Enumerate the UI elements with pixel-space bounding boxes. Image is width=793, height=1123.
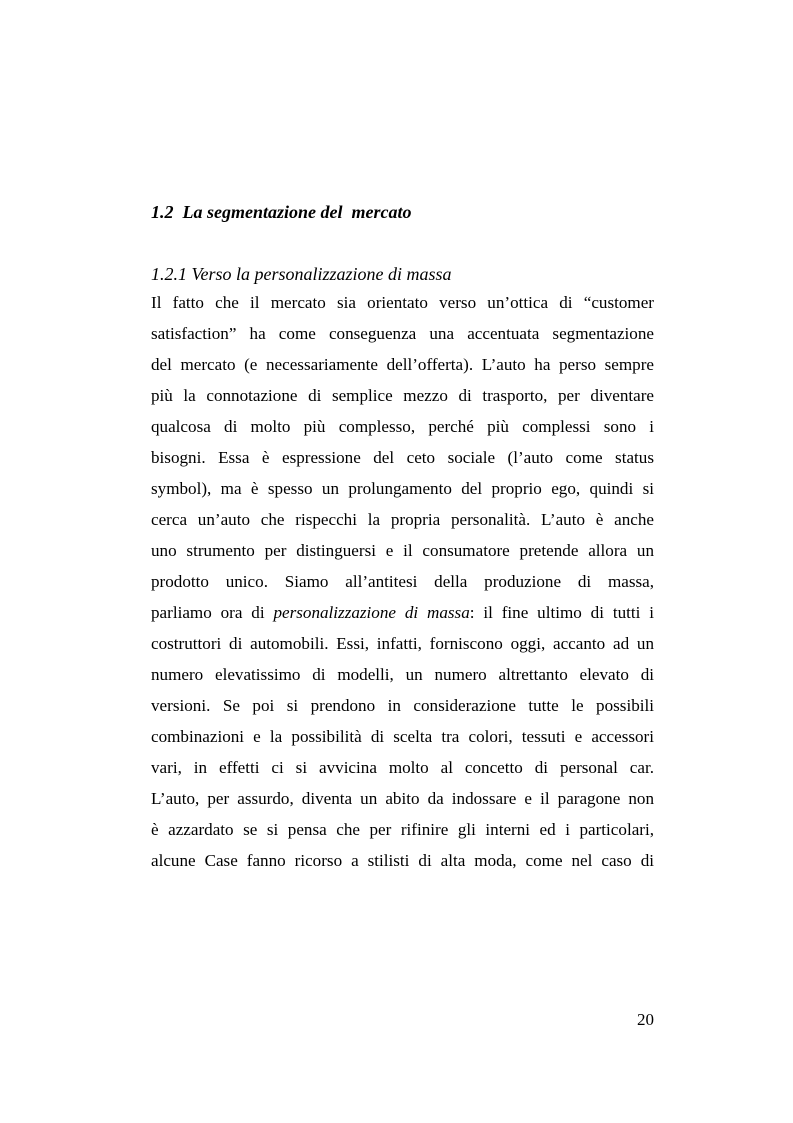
paragraph-line: costruttori di automobili. Essi, infatti, forniscono oggi, accanto ad un [151, 634, 654, 653]
paragraph-line: L’auto, per assurdo, diventa un abito da indossare e il paragone non [151, 789, 654, 808]
paragraph-line: uno strumento per distinguersi e il consumatore pretende allora un [151, 541, 654, 560]
paragraph-line: numero elevatissimo di modelli, un numero altrettanto elevato di [151, 665, 654, 684]
emphasized-term: personalizzazione di massa [273, 603, 470, 622]
paragraph-line: satisfaction” ha come conseguenza una accentuata segmentazione [151, 324, 654, 343]
paragraph-line: symbol), ma è spesso un prolungamento del proprio ego, quindi si [151, 479, 654, 498]
paragraph-line-with-emphasis [151, 601, 654, 632]
paragraph-line: è azzardato se si pensa che per rifinire gli interni ed i particolari, [151, 820, 654, 839]
paragraph-line: del mercato (e necessariamente dell’offerta). L’auto ha perso sempre [151, 355, 654, 374]
line-text-before: parliamo ora di [151, 603, 274, 622]
paragraph-line: alcune Case fanno ricorso a stilisti di alta moda, come nel caso di [151, 851, 654, 870]
section-title: 1.2 La segmentazione del mercato [151, 202, 412, 222]
page-number: 20 [637, 1010, 654, 1029]
paragraph-line: cerca un’auto che rispecchi la propria personalità. L’auto è anche [151, 510, 654, 529]
line-text-after: : il fine ultimo di tutti i [469, 603, 654, 622]
paragraph-line: Il fatto che il mercato sia orientato verso un’ottica di “customer [151, 293, 654, 312]
paragraph-line: qualcosa di molto più complesso, perché più complessi sono i [151, 417, 654, 436]
subsection-title: 1.2.1 Verso la personalizzazione di massa [151, 264, 452, 284]
paragraph-line: combinazioni e la possibilità di scelta tra colori, tessuti e accessori [151, 727, 654, 746]
paragraph-line: più la connotazione di semplice mezzo di trasporto, per diventare [151, 386, 654, 405]
paragraph-line: prodotto unico. Siamo all’antitesi della produzione di massa, [151, 572, 654, 591]
body-paragraph [151, 291, 654, 880]
paragraph-line: versioni. Se poi si prendono in considerazione tutte le possibili [151, 696, 654, 715]
paragraph-line: vari, in effetti ci si avvicina molto al concetto di personal car. [151, 758, 654, 777]
paragraph-line: bisogni. Essa è espressione del ceto sociale (l’auto come status [151, 448, 654, 467]
